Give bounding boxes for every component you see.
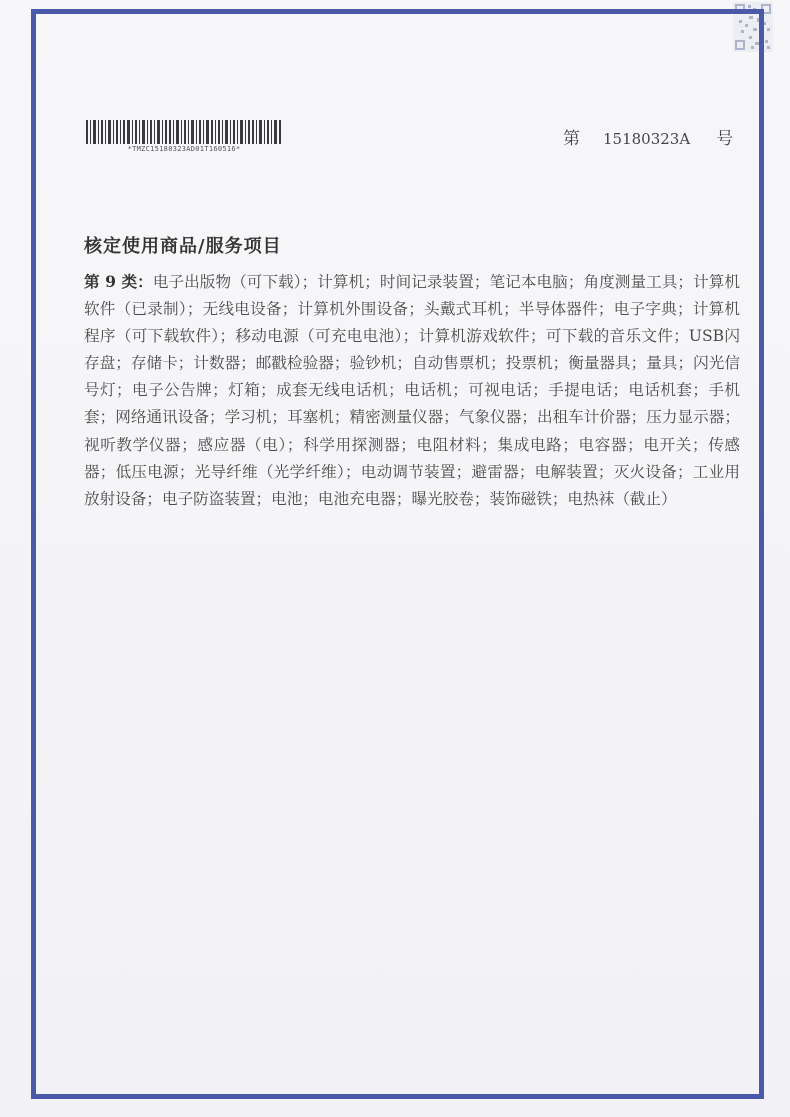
goods-items-text: 电子出版物（可下载）；计算机；时间记录装置；笔记本电脑；角度测量工具；计算机软件（已录制）；无线电设备；计算机外围设备；头戴式耳机；半导体器件；电子字典；计算机程序（可下载软件）；移动电源（可充电电池）；计算机游戏软件；可下载的音乐文件；USB闪存盘；存储卡；计数器；邮戳检验器；验钞机；自动售票机；投票机；衡量器具；量具；闪光信号灯；电子公告牌；灯箱；成套无线电话机；电话机；可视电话；手提电话；电话机套；手机套；网络通讯设备；学习机；耳塞机；精密测量仪器；气象仪器；出租车计价器；压力显示器；视听教学仪器；感应器（电）；科学用探测器；电阻材料；集成电路；电容器；电开关；传感器；低压电源；光导纤维（光学纤维）；电动调节装置；避雷器；电解装置；灭火设备；工业用放射设备；电子防盗装置；电池；电池充电器；曝光胶卷；装饰磁铁；电热袜（截止） <box>84 273 741 508</box>
page-border-frame <box>31 9 764 1099</box>
document-number-value: 15180323A <box>603 130 691 148</box>
barcode-caption: *TMZC15180323AD01T160516* <box>127 145 241 153</box>
section-title: 核定使用商品/服务项目 <box>84 236 282 257</box>
document-number-suffix: 号 <box>716 129 734 149</box>
barcode-block <box>86 120 282 153</box>
goods-class-label: 第 9 类： <box>84 272 153 291</box>
document-number-prefix: 第 <box>563 129 580 149</box>
barcode <box>86 120 282 144</box>
goods-list-paragraph <box>84 268 740 513</box>
document-number <box>563 124 733 149</box>
